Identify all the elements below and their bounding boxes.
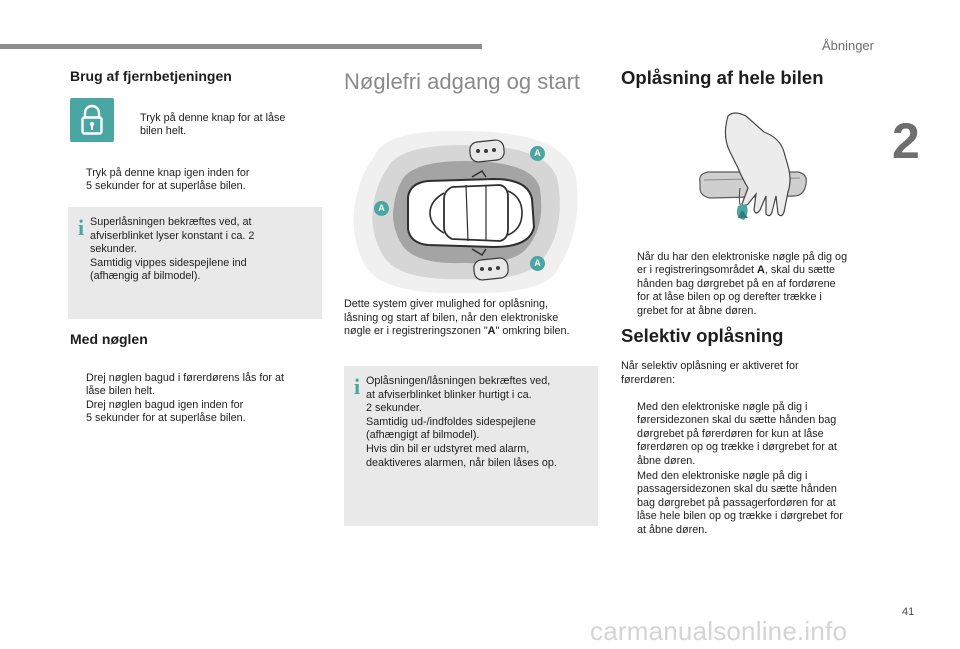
chapter-number: 2	[892, 113, 920, 169]
driver-side-bullet: Med den elektroniske nøgle på dig i førersidezonen skal du sætte hånden bag dørgrebet på førerdøren for kun at låse førerdøren op og trække i dørgrebet for at åbne døren.	[637, 400, 837, 467]
key-fob-icon	[469, 139, 505, 162]
watermark: carmanualsonline.info	[590, 616, 848, 646]
zone-marker-a: A	[530, 146, 545, 161]
key-fob-icon	[473, 257, 509, 280]
superlock-info-box: i Superlåsningen bekræftes ved, at afviserblinket lyser konstant i ca. 2 sekunder. Samtidig vippes sidespejlene ind (afhængig af bilmodel).	[68, 207, 322, 319]
full-unlock-heading: Oplåsning af hele bilen	[621, 67, 824, 88]
header-rule	[0, 44, 482, 49]
zone-marker-a: A	[530, 256, 545, 271]
lock-button-icon	[70, 98, 114, 142]
keyless-description: Dette system giver mulighed for oplåsning, låsning og start af bilen, når den elektroniske nøgle er i registreringszonen "A" omkring bilen.	[344, 298, 570, 338]
key-lock-bullet: Drej nøglen bagud i førerdørens lås for at låse bilen helt.	[86, 371, 285, 398]
keyless-access-heading: Nøglefri adgang og start	[344, 69, 581, 94]
car-top-view	[408, 171, 534, 255]
section-label: Åbninger	[821, 38, 874, 53]
selective-intro: Når selektiv oplåsning er aktiveret for førerdøren:	[621, 360, 799, 386]
info-icon: i	[78, 215, 85, 240]
key-superlock-bullet: Drej nøglen bagud igen inden for 5 sekunder for at superlåse bilen.	[86, 398, 246, 425]
zone-marker-a: A	[374, 201, 389, 216]
passenger-side-bullet: Med den elektroniske nøgle på dig i passagersidezonen skal du sætte hånden bag dørgrebet på passagerfordøren for at låse hele bilen op og trække i dørgrebet for at åbne døren.	[637, 469, 843, 536]
page-number: 41	[902, 606, 915, 618]
lock-bullet: Tryk på denne knap for at låse bilen helt.	[140, 111, 286, 138]
keyless-info-box: i Oplåsningen/låsningen bekræftes ved, at afviserblinket blinker hurtigt i ca. 2 sekunder. Samtidig ud-/indfoldes sidespejlene (afhængigt af bilmodel). Hvis din bil er udstyret med alarm, deaktiveres alarmen, når bilen låses op.	[344, 366, 598, 526]
door-handle-hand-illustration	[694, 108, 810, 222]
full-unlock-bullet: Når du har den elektroniske nøgle på dig og er i registreringsområdet A, skal du sætte hånden bag dørgrebet på en af fordørene for at låse bilen op og derefter trække i grebet for at åbne døren.	[637, 250, 848, 317]
superlock-bullet: Tryk på denne knap igen inden for 5 sekunder for at superlåse bilen.	[86, 166, 250, 193]
with-key-heading: Med nøglen	[70, 331, 148, 347]
remote-control-heading: Brug af fjernbetjeningen	[70, 68, 232, 84]
selective-unlock-heading: Selektiv oplåsning	[621, 325, 784, 346]
info-icon: i	[354, 374, 361, 399]
